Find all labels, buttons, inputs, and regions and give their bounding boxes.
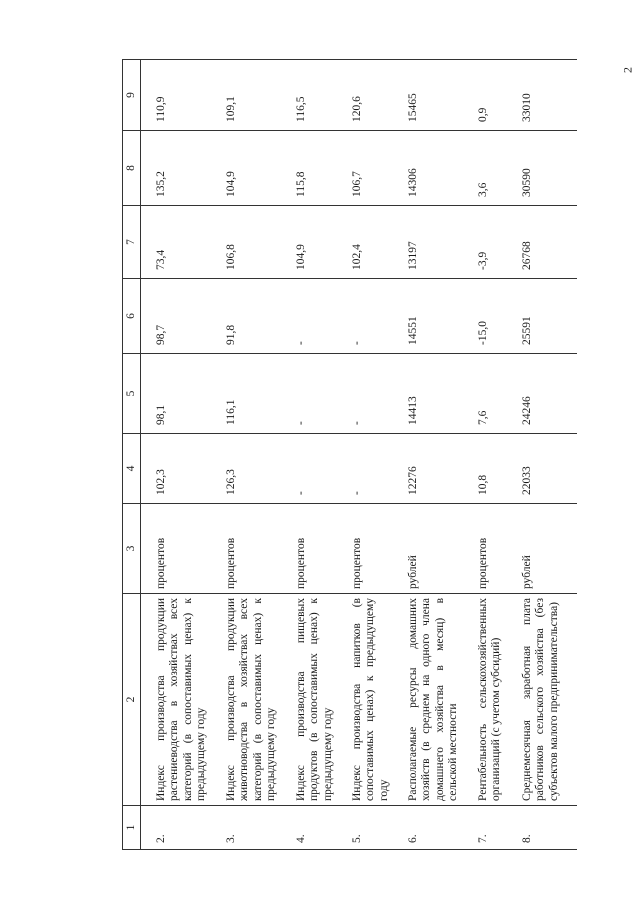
- value-cell: 120,6: [337, 60, 393, 131]
- value-cell: 98,7: [141, 279, 212, 354]
- row-number: 7.: [463, 806, 507, 850]
- unit-cell: процентов: [281, 504, 337, 594]
- value-cell: -: [281, 434, 337, 504]
- value-cell: 26768: [507, 206, 577, 279]
- column-number-header: 4: [123, 434, 141, 504]
- value-cell: 91,8: [211, 279, 281, 354]
- table-row: [393, 60, 463, 850]
- unit-cell: процентов: [141, 504, 212, 594]
- value-cell: 10,8: [463, 434, 507, 504]
- indicator-description: Среднемесячная заработная плата работников сельского хозяйства (без субъектов малого предпринимательства): [507, 594, 577, 806]
- unit-cell: рублей: [393, 504, 463, 594]
- table-row: [281, 60, 337, 850]
- value-cell: 14551: [393, 279, 463, 354]
- indicator-description: Рентабельность сельскохозяйственных организаций (с учетом субсидий): [463, 594, 507, 806]
- value-cell: 106,7: [337, 131, 393, 206]
- row-number: 8.: [507, 806, 577, 850]
- value-cell: -3,9: [463, 206, 507, 279]
- value-cell: 25591: [507, 279, 577, 354]
- value-cell: -: [337, 279, 393, 354]
- value-cell: -: [281, 354, 337, 434]
- page-number: 2: [620, 67, 635, 73]
- value-cell: 98,1: [141, 354, 212, 434]
- table-row: [211, 60, 281, 850]
- table-row: [507, 60, 577, 850]
- value-cell: 30590: [507, 131, 577, 206]
- unit-cell: процентов: [211, 504, 281, 594]
- column-number-header: 2: [123, 594, 141, 806]
- table-row: [141, 60, 212, 850]
- value-cell: 14306: [393, 131, 463, 206]
- value-cell: 22033: [507, 434, 577, 504]
- row-number: 2.: [141, 806, 212, 850]
- value-cell: 126,3: [211, 434, 281, 504]
- column-number-header: 5: [123, 354, 141, 434]
- indicator-description: Индекс производства продукции растениеводства в хозяйствах всех категорий (в сопоставимых ценах) к предыдущему году: [141, 594, 212, 806]
- value-cell: 14413: [393, 354, 463, 434]
- indicator-description: Располагаемые ресурсы домашних хозяйств (в среднем на одного члена домашнего хозяйства в месяц) в сельской местности: [393, 594, 463, 806]
- value-cell: 115,8: [281, 131, 337, 206]
- value-cell: 102,3: [141, 434, 212, 504]
- row-number: 6.: [393, 806, 463, 850]
- value-cell: 24246: [507, 354, 577, 434]
- value-cell: -: [337, 354, 393, 434]
- value-cell: 0,9: [463, 60, 507, 131]
- table-row: [337, 60, 393, 850]
- indicators-table: [122, 59, 577, 850]
- unit-cell: рублей: [507, 504, 577, 594]
- value-cell: 104,9: [211, 131, 281, 206]
- column-number-header-row: [123, 60, 141, 850]
- value-cell: 13197: [393, 206, 463, 279]
- value-cell: 3,6: [463, 131, 507, 206]
- value-cell: -: [337, 434, 393, 504]
- column-number-header: 3: [123, 504, 141, 594]
- column-number-header: 8: [123, 131, 141, 206]
- column-number-header: 7: [123, 206, 141, 279]
- row-number: 4.: [281, 806, 337, 850]
- column-number-header: 1: [123, 806, 141, 850]
- value-cell: 12276: [393, 434, 463, 504]
- column-number-header: 6: [123, 279, 141, 354]
- value-cell: 116,5: [281, 60, 337, 131]
- value-cell: 110,9: [141, 60, 212, 131]
- value-cell: 106,8: [211, 206, 281, 279]
- value-cell: -: [281, 279, 337, 354]
- value-cell: 109,1: [211, 60, 281, 131]
- indicator-description: Индекс производства продукции животноводства в хозяйствах всех категорий (в сопоставимых ценах) к предыдущему году: [211, 594, 281, 806]
- unit-cell: процентов: [337, 504, 393, 594]
- value-cell: 73,4: [141, 206, 212, 279]
- row-number: 3.: [211, 806, 281, 850]
- value-cell: 102,4: [337, 206, 393, 279]
- value-cell: 135,2: [141, 131, 212, 206]
- indicator-description: Индекс производства напитков (в сопоставимых ценах) к предыдущему году: [337, 594, 393, 806]
- unit-cell: процентов: [463, 504, 507, 594]
- value-cell: -15,0: [463, 279, 507, 354]
- column-number-header: 9: [123, 60, 141, 131]
- value-cell: 33010: [507, 60, 577, 131]
- row-number: 5.: [337, 806, 393, 850]
- value-cell: 7,6: [463, 354, 507, 434]
- indicator-description: Индекс производства пищевых продуктов (в сопоставимых ценах) к предыдущему году: [281, 594, 337, 806]
- value-cell: 116,1: [211, 354, 281, 434]
- rotated-page-content: [122, 60, 560, 850]
- table-row: [463, 60, 507, 850]
- value-cell: 104,9: [281, 206, 337, 279]
- value-cell: 15465: [393, 60, 463, 131]
